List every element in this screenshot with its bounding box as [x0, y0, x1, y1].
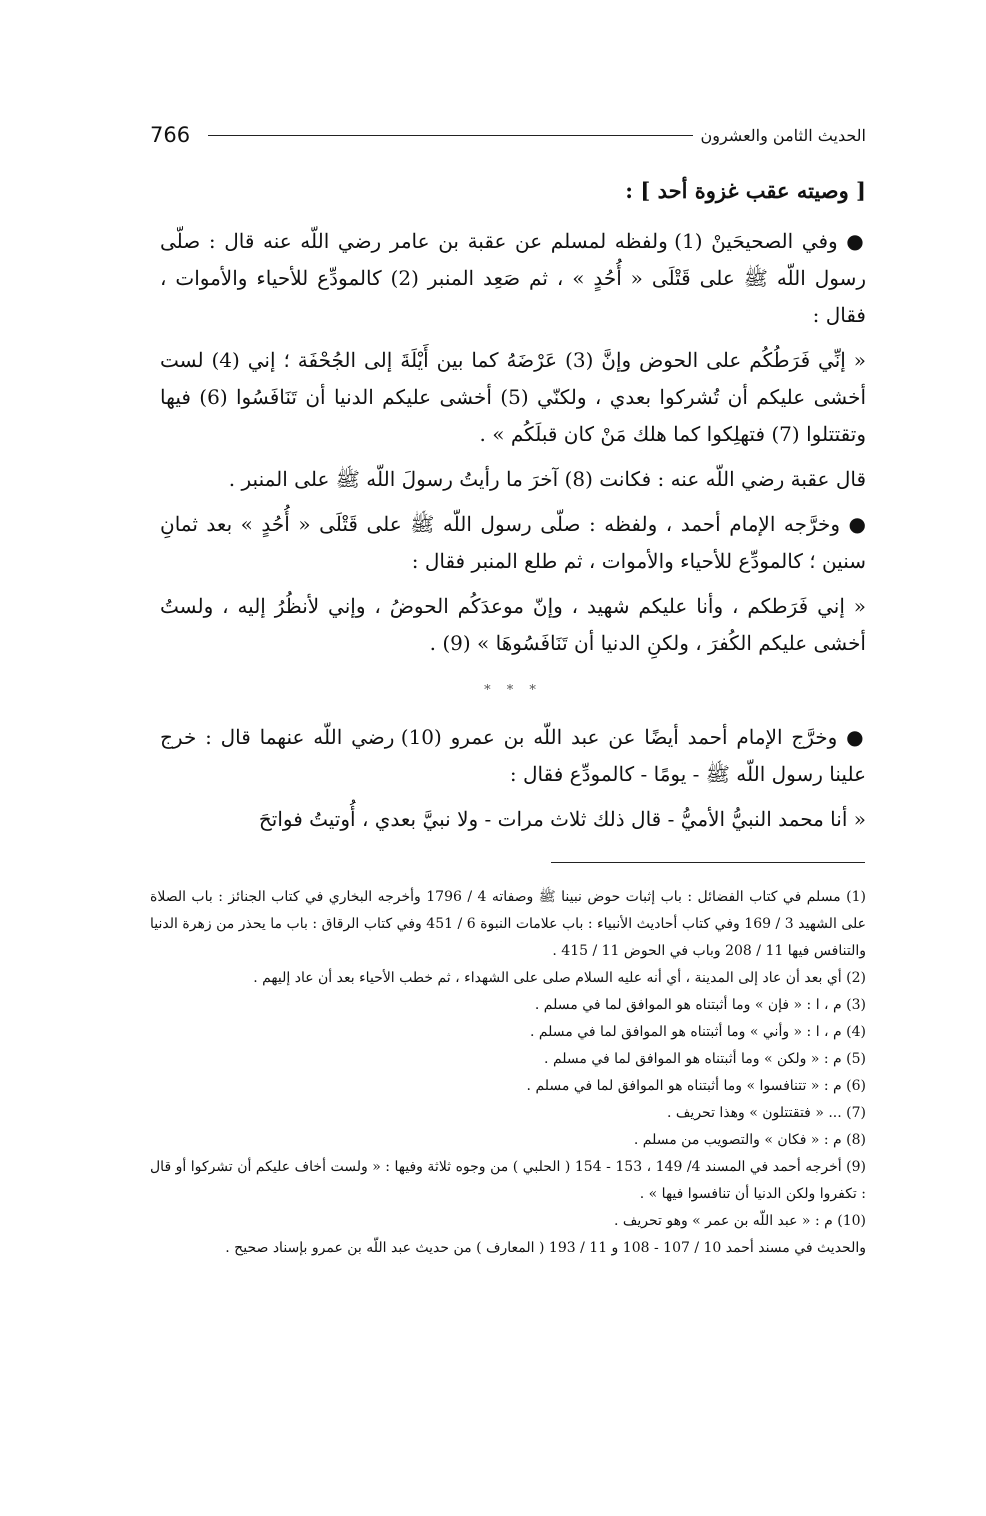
section-separator: * * *: [484, 683, 542, 698]
footnote: (7) ... « فتقتتلون » وهذا تحريف .: [667, 1105, 866, 1121]
footnote: (4) م ، ا : « وأني » وما أثبتناه هو الموافق لما في مسلم .: [529, 1024, 866, 1040]
hadith-quote-1: « إنِّي فَرَطُكُم على الحوض وإنَّ (3) عَرْضَهُ كما بين أَيْلَةَ إلى الجُحْفَة ؛ إني (4) لست أخشى عليكم أن تُشركوا بعدي ، ولكنّي (5) أخشى عليكم الدنيا أن تَنَافَسُوا (6) فيها وتقتتلوا (7) فتهلِكوا كما هلك مَنْ كان قبلَكُم » .: [160, 348, 867, 446]
running-title: الحديث الثامن والعشرون: [700, 125, 866, 145]
footnote: (3) م ، ا : « فإن » وما أثبتناه هو الموافق لما في مسلم .: [534, 997, 866, 1013]
footnote: (2) أي بعد أن عاد إلى المدينة ، أي أنه عليه السلام صلى على الشهداء ، ثم خطب الأحياء بعد أن عاد إليهم .: [253, 970, 866, 986]
page-header: [150, 118, 866, 152]
paragraph-3: ● وخرَّجه الإمام أحمد ، ولفظه : صلّى رسول اللّه ﷺ على قَتْلَى « أُحُدٍ » بعد ثمانِ سنين ؛ كالمودِّع للأحياء والأموات ، ثم طلع المنبر فقال :: [160, 512, 866, 573]
paragraph-1: ● وفي الصحيحَينْ (1) ولفظه لمسلم عن عقبة بن عامر رضي اللّه عنه قال : صلّى رسول اللّه ﷺ على قَتْلَى « أُحُدٍ » ، ثم صَعِد المنبر (2) كالمودِّع للأحياء والأموات ، فقال :: [160, 229, 867, 327]
footnotes: [150, 884, 866, 1262]
footnote: (9) أخرجه أحمد في المسند 4/ 149 ، 153 - 154 ( الحلبي ) من وجوه ثلاثة وفيها : « ولست أخاف عليكم أن تشركوا أو قال : تكفروا ولكن الدنيا أن تنافسوا فيها » .: [150, 1159, 866, 1202]
footnote: (6) م : « تتنافسوا » وما أثبتناه هو الموافق لما في مسلم .: [526, 1078, 866, 1094]
section-heading: [ وصيته عقب غزوة أحد ] :: [625, 178, 866, 203]
footnote: (1) مسلم في كتاب الفضائل : باب إثبات حوض نبينا ﷺ وصفاته 4 / 1796 وأخرجه البخاري في كتاب الجنائز : باب الصلاة على الشهيد 3 / 169 وفي كتاب أحاديث الأنبياء : باب علامات النبوة 6 / 451 وفي كتاب الرقاق : باب ما يحذر من زهرة الدنيا والتنافس فيها 11 / 208 وباب في الحوض 11 / 415 .: [150, 889, 866, 959]
hadith-quote-3: « أنا محمد النبيُّ الأميُّ - قال ذلك ثلاث مرات - ولا نبيَّ بعدي ، أُوتيتُ فواتحَ: [258, 807, 866, 831]
main-text: [160, 172, 866, 846]
footnote: (10) م : « عبد اللّه بن عمر » وهو تحريف .: [613, 1213, 866, 1229]
footnote-rule: [551, 862, 865, 863]
footnote: (8) م : « فكان » والتصويب من مسلم .: [633, 1132, 866, 1148]
header-rule: [208, 135, 692, 136]
hadith-quote-2: « إني فَرَطكم ، وأنا عليكم شهيد ، وإنّ موعدَكُم الحوضُ ، وإني لأنظُرُ إليه ، ولستُ أخشى عليكم الكُفرَ ، ولكنِ الدنيا أن تَنَافَسُوهَا » (9) .: [160, 594, 866, 655]
paragraph-2: قال عقبة رضي اللّه عنه : فكانت (8) آخرَ ما رأيتُ رسولَ اللّه ﷺ على المنبر .: [228, 467, 866, 491]
page-number: 766: [150, 123, 191, 147]
footnote: (5) م : « ولكن » وما أثبتناه هو الموافق لما في مسلم .: [544, 1051, 866, 1067]
footnote: والحديث في مسند أحمد 10 / 107 - 108 و 11 / 193 ( المعارف ) من حديث عبد اللّه بن عمرو بإسناد صحيح .: [225, 1240, 866, 1256]
paragraph-4: ● وخرَّج الإمام أحمد أيضًا عن عبد اللّه بن عمرو (10) رضي اللّه عنهما قال : خرج علينا رسول اللّه ﷺ - يومًا - كالمودِّع فقال :: [160, 725, 867, 786]
